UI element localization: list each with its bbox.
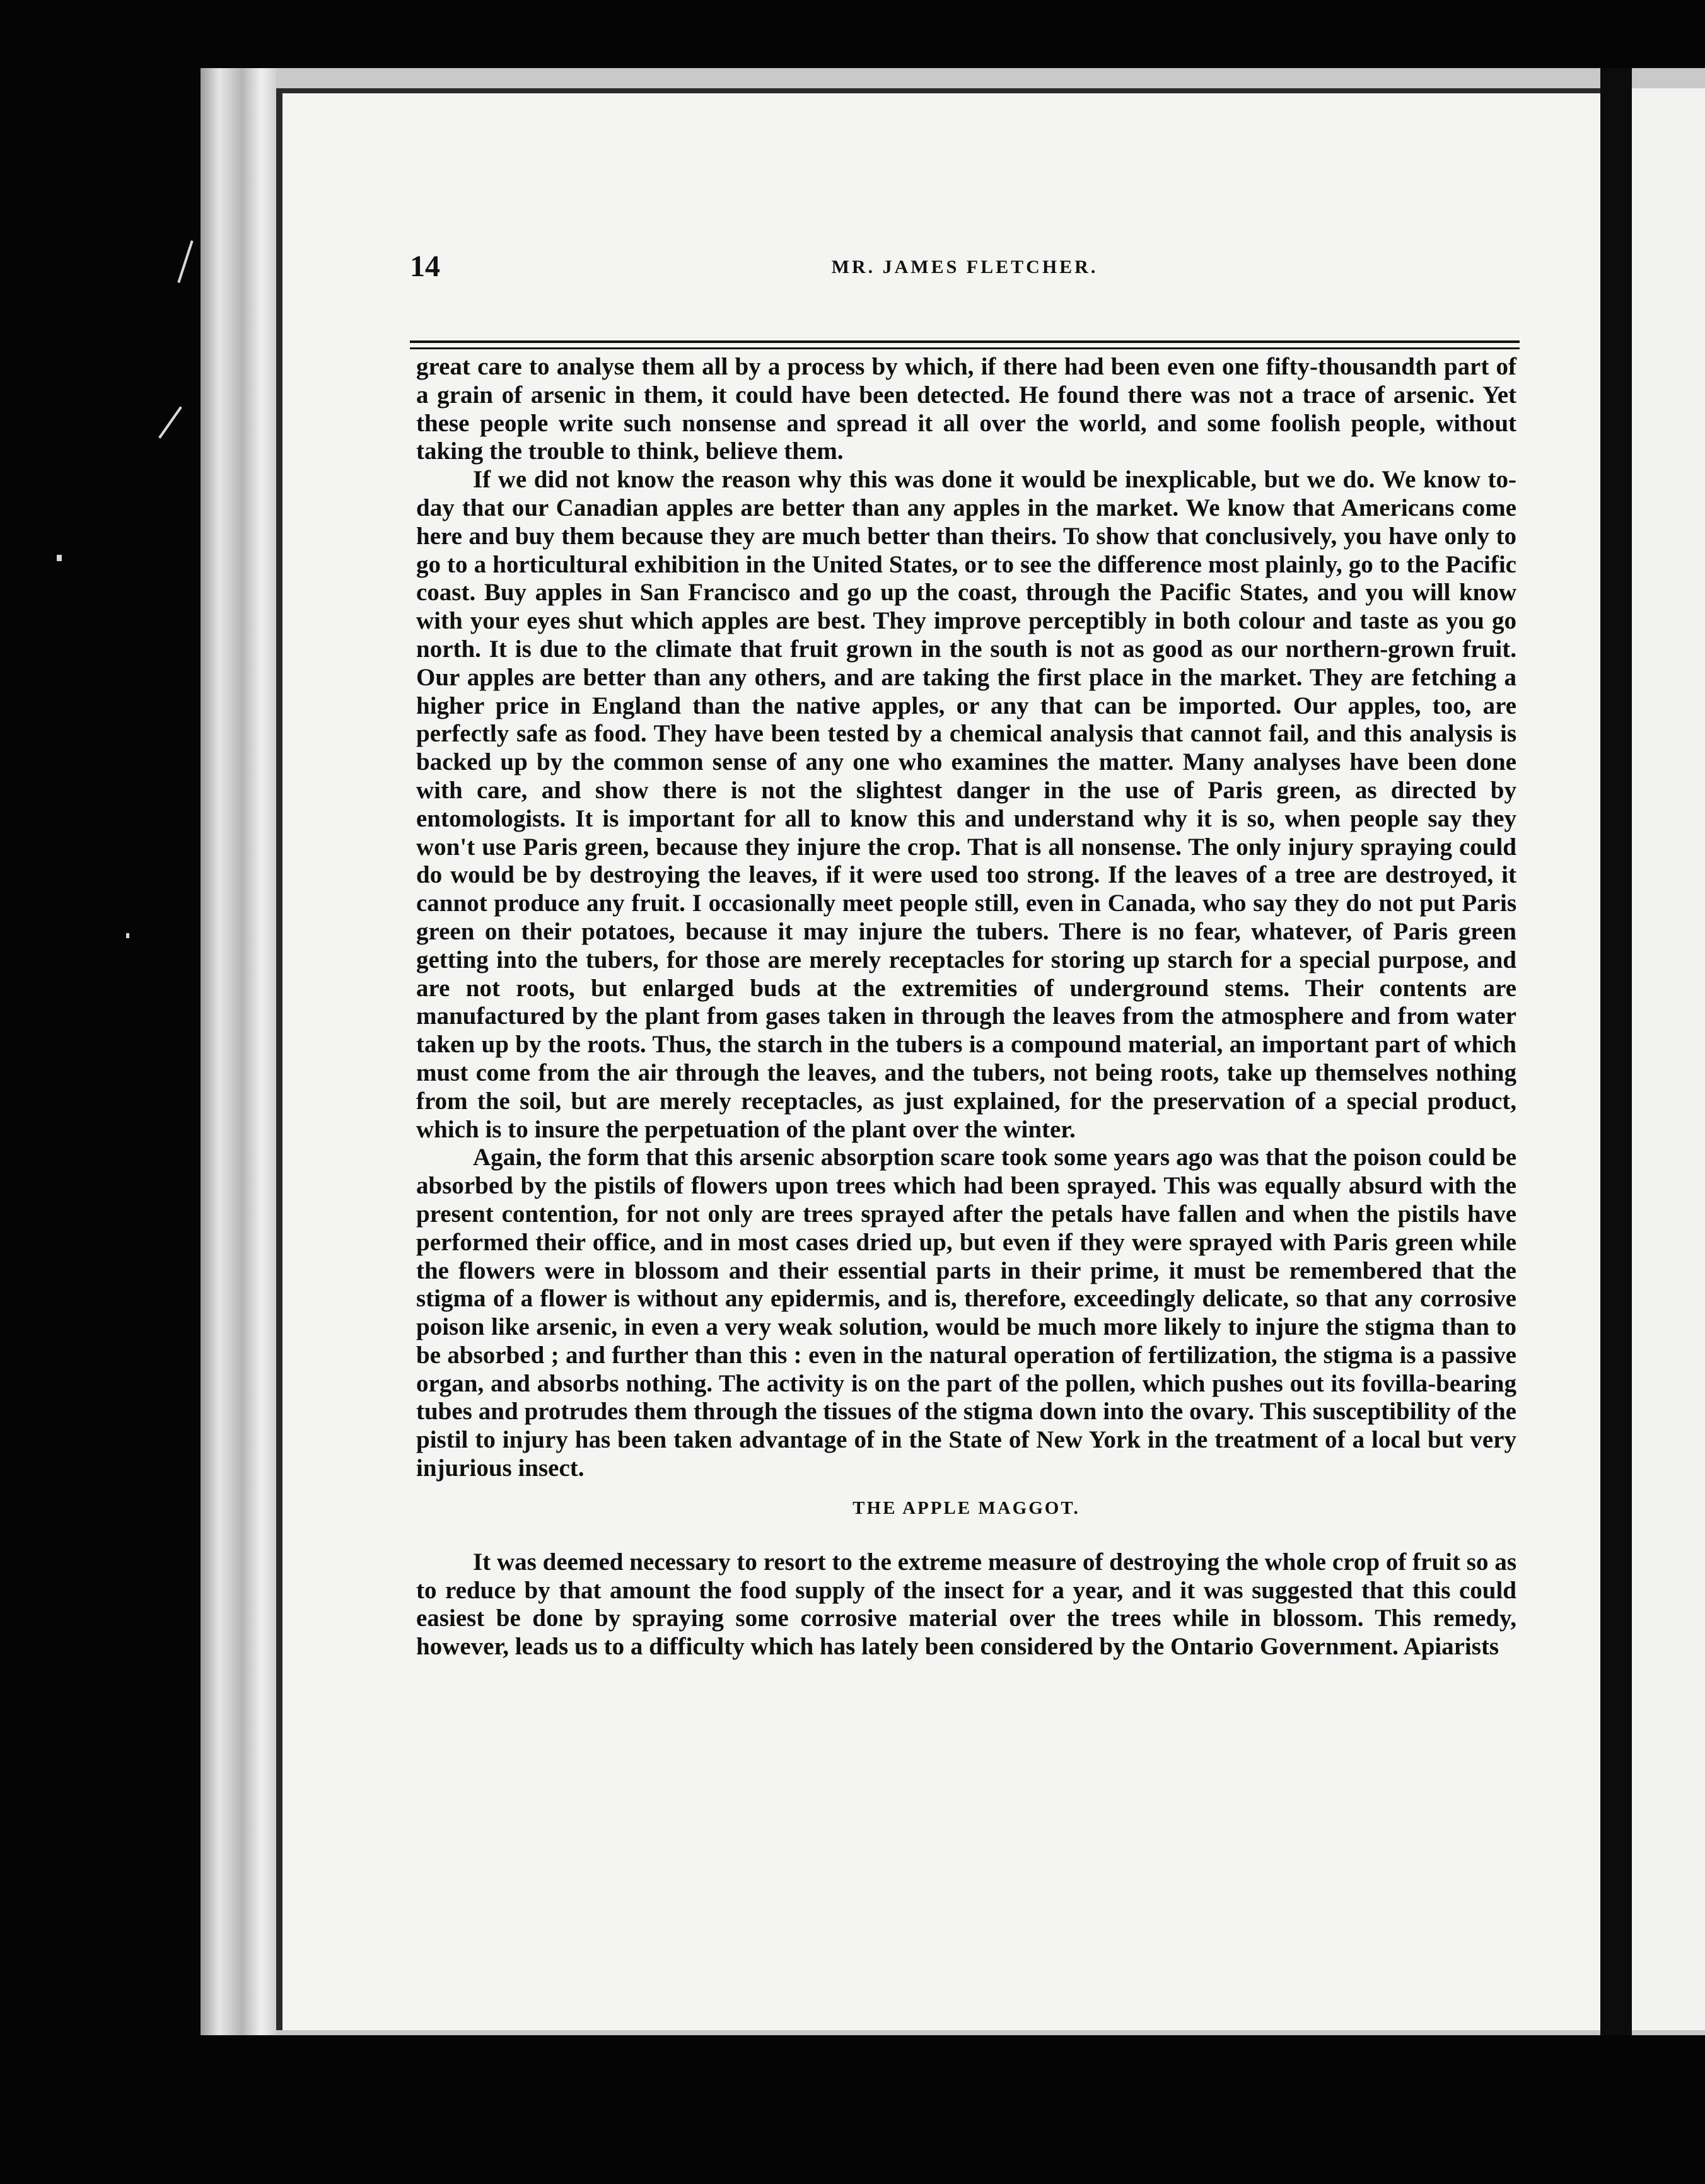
running-title: MR. JAMES FLETCHER. — [831, 257, 1098, 277]
paragraph: If we did not know the reason why this was done it would be inexplicable, but we do. We know to-day that our Canadian apples are better than any apples in the market. We know that Americans come here and buy them because they are much better than theirs. To show that conclusively, you have only to go to a horticultural exhibition in the United States, or to see the difference most plainly, go to the Pacific coast. Buy apples in San Francisco and go up the coast, through the Pacific States, and you will know with your eyes shut which apples are best. They improve perceptibly in both colour and taste as you go north. It is due to the climate that fruit grown in the south is not as good as our northern-grown fruit. Our apples are better than any others, and are taking the first place in the market. They are fetching a higher price in England than the native apples, or any that can be imported. Our apples, too, are perfectly safe as food. They have been tested by a chemical analysis that cannot fail, and this analysis is backed up by the common sense of any one who examines the matter. Many analyses have been done with care, and show there is not the slightest danger in the use of Paris green, as directed by entomologists. It is important for all to know this and understand why it is so, when people say they won't use Paris green, because they injure the crop. That is all nonsense. The only injury spraying could do would be by destroying the leaves, if it were used too strong. If the leaves of a tree are destroyed, it cannot produce any fruit. I occasionally meet people still, even in Canada, who say they do not put Paris green on their potatoes, because it may injure the tubers. There is no fear, whatever, of Paris green getting into the tubers, for those are merely receptacles for storing up starch for a special purpose, and are not roots, but enlarged buds at the extremities of underground stems. Their contents are manufactured by the plant from gases taken in through the leaves from the atmosphere and from water taken up by the roots. Thus, the starch in the tubers is a compound material, an important part of which must come from the air through the leaves, and the tubers, not being roots, take up themselves nothing from the soil, but are merely receptacles, as just explained, for the preservation of a special product, which is to insure the perpetuation of the plant over the winter. — [416, 466, 1516, 1143]
adjacent-page-edge — [1632, 88, 1705, 2030]
page-number: 14 — [410, 250, 440, 283]
scan-artifact-mark — [57, 555, 62, 561]
paragraph: It was deemed necessary to resort to the extreme measure of destroying the whole crop of fruit so as to reduce by that amount the food supply of the insect for a year, and it was suggested that this could easiest be done by spraying some corrosive material over the trees while in blossom. This remedy, however, leads us to a difficulty which has lately been considered by the Ontario Government. Apiarists — [416, 1548, 1516, 1661]
scan-artifact-mark — [177, 240, 193, 283]
page-gutter — [1600, 68, 1632, 2035]
header-rule — [410, 340, 1520, 349]
paragraph: Again, the form that this arsenic absorption scare took some years ago was that the poison could be absorbed by the pistils of flowers upon trees which had been sprayed. This was equally absurd with the present contention, for not only are trees sprayed after the petals have fallen and when the pistils have performed their office, and in most cases dried up, but even if they were sprayed with Paris green while the flowers were in blossom and their essential parts in their prime, it must be remembered that the stigma of a flower is without any epidermis, and is, therefore, exceedingly delicate, so that any corrosive poison like arsenic, in even a very weak solution, would be much more likely to injure the stigma than to be absorbed ; and further than this : even in the natural operation of fertilization, the stigma is a passive organ, and absorbs nothing. The activity is on the part of the pollen, which pushes out its fovilla-bearing tubes and protrudes them through the tissues of the stigma down into the ovary. This susceptibility of the pistil to injury has been taken advantage of in the State of New York in the treatment of a local but very injurious insect. — [416, 1144, 1516, 1482]
book-binding — [201, 68, 276, 2035]
body-text — [416, 353, 1516, 1661]
section-heading: THE APPLE MAGGOT. — [852, 1497, 1080, 1518]
running-header — [410, 249, 1520, 293]
paragraph: great care to analyse them all by a process by which, if there had been even one fifty-thousandth part of a grain of arsenic in them, it could have been detected. He found there was not a trace of arsenic. Yet these people write such nonsense and spread it all over the world, and some foolish people, without taking the trouble to think, believe them. — [416, 353, 1516, 465]
scan-artifact-mark — [158, 406, 182, 438]
scan-artifact-mark — [126, 933, 129, 938]
